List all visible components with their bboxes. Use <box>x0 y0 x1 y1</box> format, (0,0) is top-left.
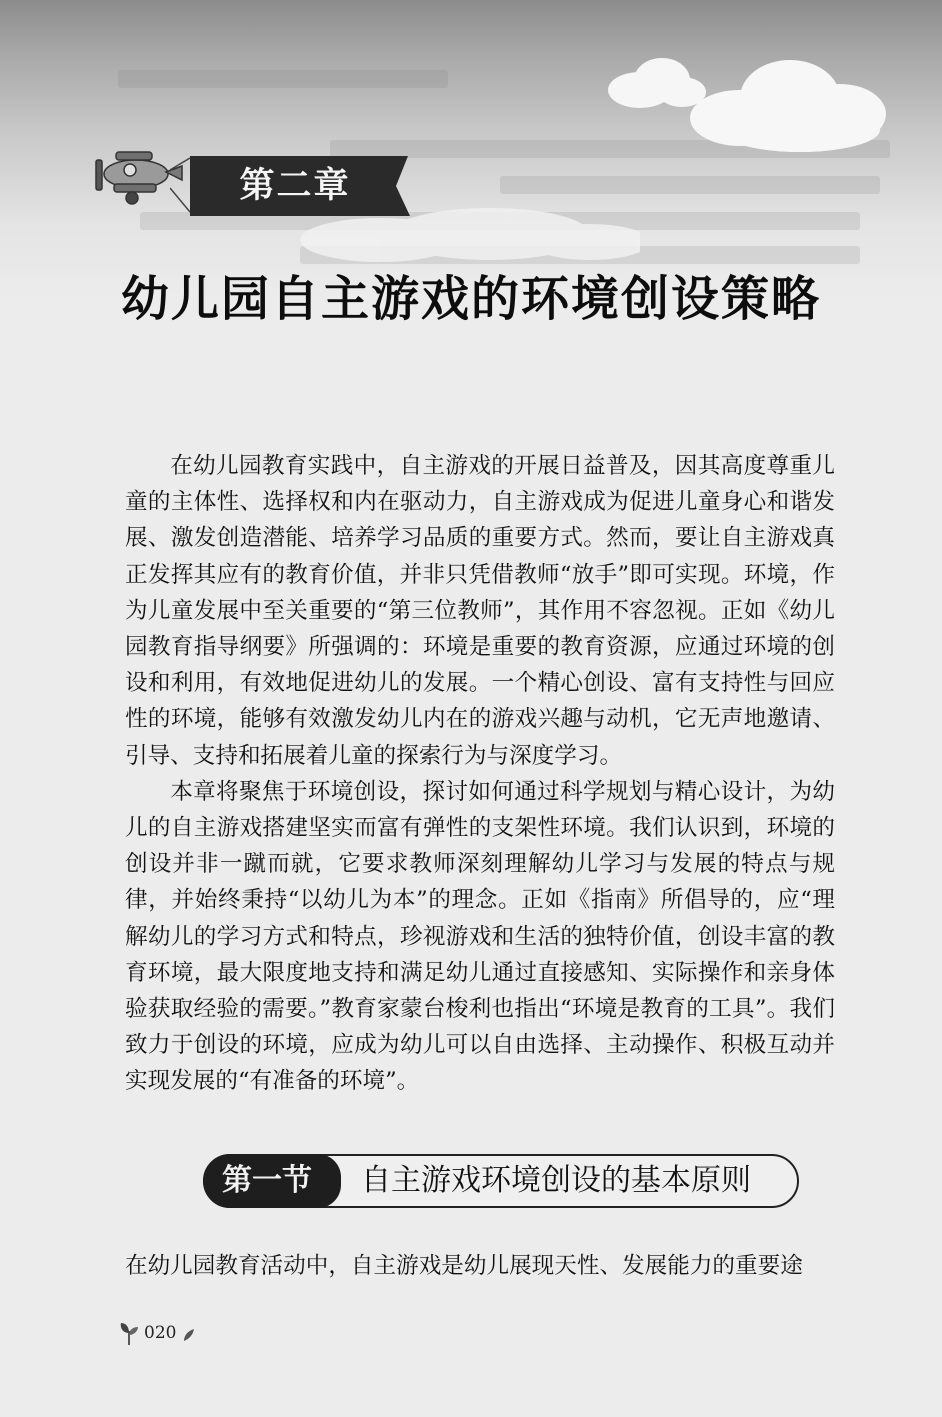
paragraph: 在幼儿园教育实践中，自主游戏的开展日益普及，因其高度尊重儿童的主体性、选择权和内在驱动力，自主游戏成为促进儿童身心和谐发展、激发创造潜能、培养学习品质的重要方式。然而，要让自主游戏真正发挥其应有的教育价值，并非只凭借教师“放手”即可实现。环境，作为儿童发展中至关重要的“第三位教师”，其作用不容忽视。正如《幼儿园教育指导纲要》所强调的：环境是重要的教育资源，应通过环境的创设和利用，有效地促进幼儿的发展。一个精心创设、富有支持性与回应性的环境，能够有效激发幼儿内在的游戏兴趣与动机，它无声地邀请、引导、支持和拓展着儿童的探索行为与深度学习。 <box>125 453 835 769</box>
sprout-icon <box>180 1325 196 1341</box>
section-first-line: 在幼儿园教育活动中，自主游戏是幼儿展现天性、发展能力的重要途 <box>125 1253 803 1279</box>
section-number: 第一节 <box>222 1163 312 1198</box>
sprout-icon <box>118 1321 140 1345</box>
section-heading <box>203 1154 803 1210</box>
paragraph: 本章将聚焦于环境创设，探讨如何通过科学规划与精心设计，为幼儿的自主游戏搭建坚实而富有弹性的支架性环境。我们认识到，环境的创设并非一蹴而就，它要求教师深刻理解幼儿学习与发展的特点与规律，并始终秉持“以幼儿为本”的理念。正如《指南》所倡导的，应“理解幼儿的学习方式和特点，珍视游戏和生活的独特价值，创设丰富的教育环境，最大限度地支持和满足幼儿通过直接感知、实际操作和亲身体验获取经验的需要。”教育家蒙台梭利也指出“环境是教育的工具”。我们致力于创设的环境，应成为幼儿可以自由选择、主动操作、积极互动并实现发展的“有准备的环境”。 <box>125 778 835 1095</box>
chapter-intro <box>125 448 835 1100</box>
cloud-icon <box>680 48 900 158</box>
page-footer <box>118 1318 196 1348</box>
bleed-through-header <box>118 70 448 88</box>
bleed-through-line <box>500 176 880 194</box>
section-title: 自主游戏环境创设的基本原则 <box>361 1163 751 1198</box>
chapter-title: 幼儿园自主游戏的环境创设策略 <box>120 271 821 327</box>
page-number: 020 <box>144 1323 177 1343</box>
chapter-label: 第二章 <box>239 166 351 206</box>
